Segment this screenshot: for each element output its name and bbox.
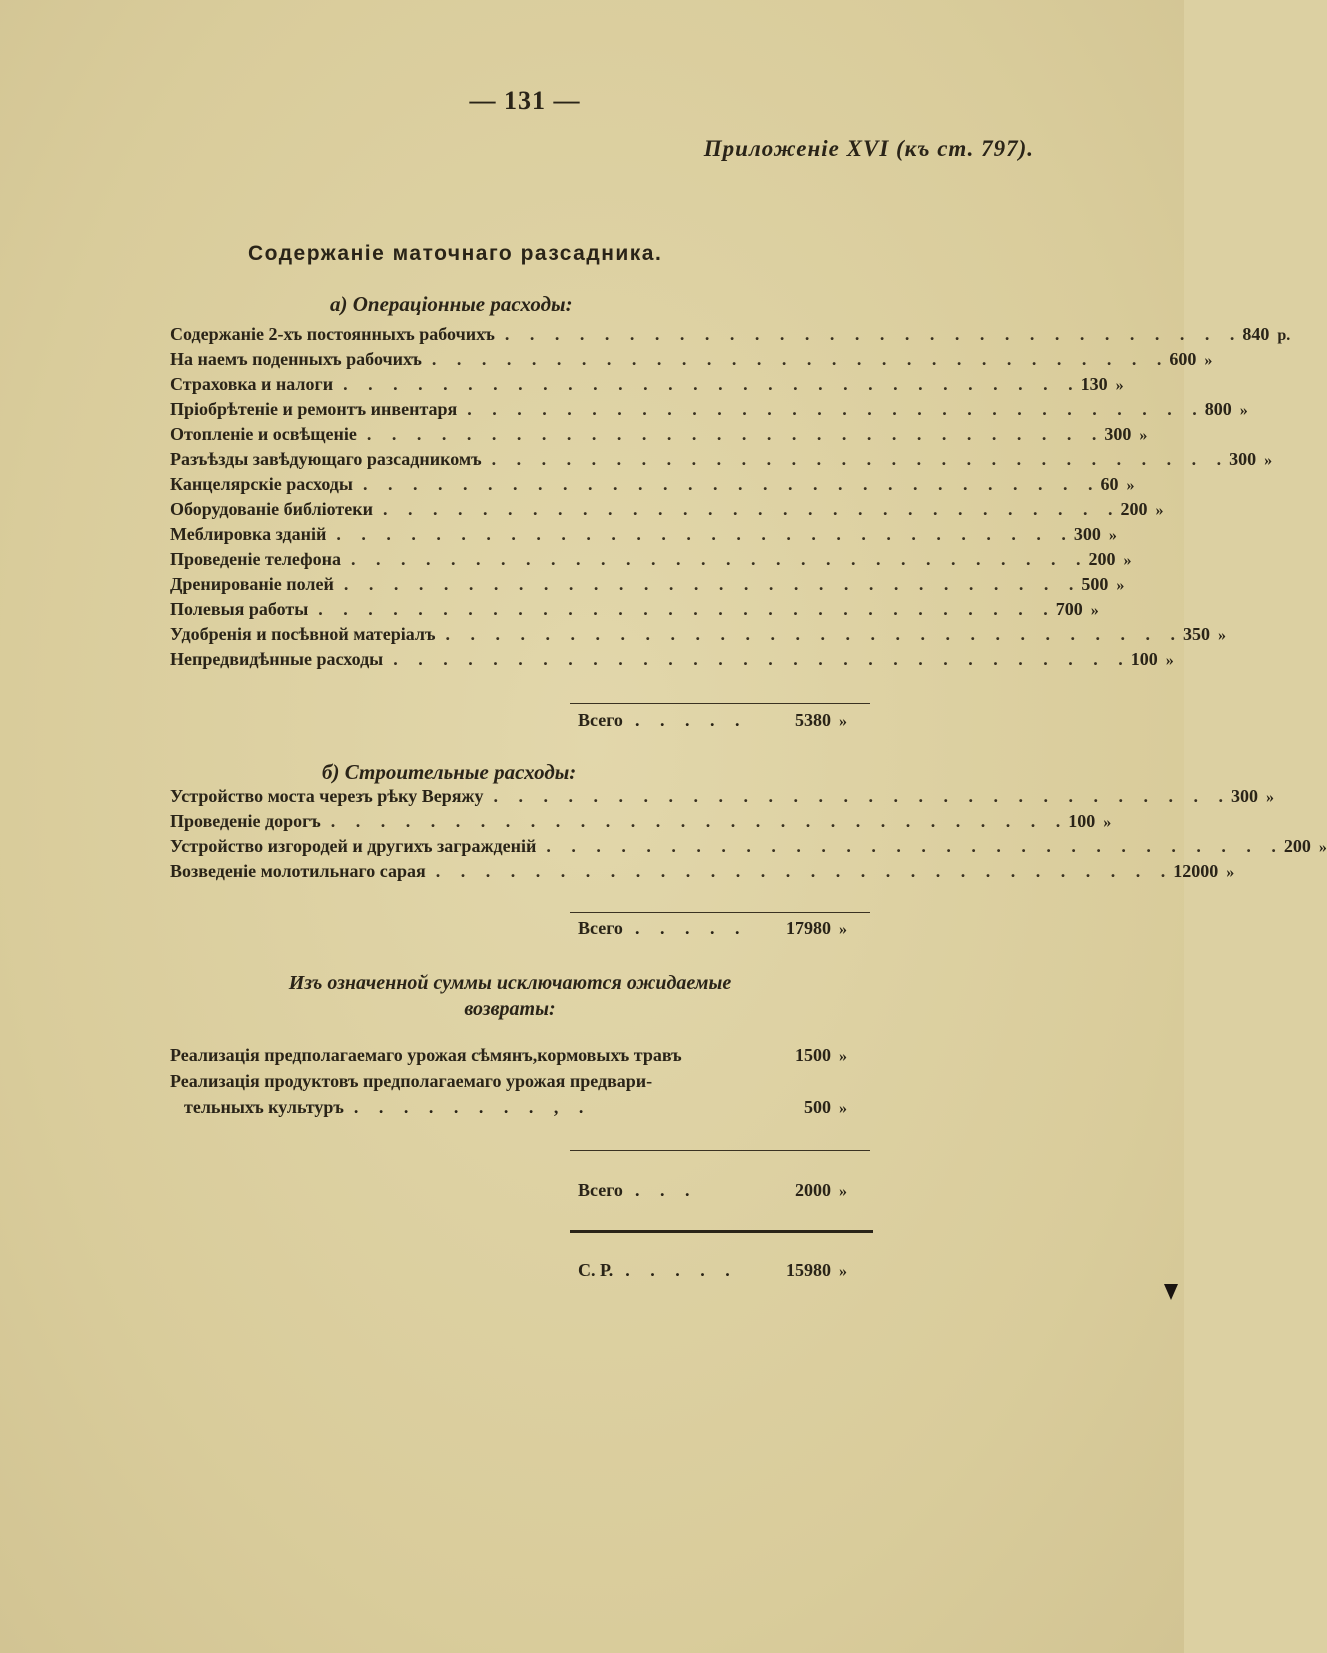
expense-row — [170, 374, 1124, 400]
expense-row — [170, 449, 1273, 475]
expense-amount: 200 — [1088, 549, 1116, 569]
returns-item-unit: » — [839, 1048, 847, 1065]
total-unit: » — [839, 921, 847, 938]
dot-leader: . . . . . . . . . . . . . . . . . . . . . . . . . . . . . . — [546, 836, 1284, 856]
returns-total-row — [578, 1180, 865, 1206]
expense-label: Устройство изгородей и другихъ загражденій — [170, 836, 537, 856]
expense-amount: 130 — [1080, 374, 1108, 394]
expense-row — [170, 574, 1125, 600]
dot-leader: . . . . . . . . . . . . . . . . . . . . . . . . . . . . . . — [318, 599, 1056, 619]
expense-unit: » — [1116, 577, 1125, 594]
grand-total-label: С. Р. — [578, 1260, 614, 1280]
expense-label: Дренированіе полей — [170, 574, 334, 594]
grand-total-unit: » — [839, 1263, 847, 1280]
dot-leader: . . . . . . . . . . . . . . . . . . . . . . . . . . . . . . — [343, 374, 1081, 394]
expense-row — [170, 624, 1226, 650]
expense-unit: » — [1126, 477, 1135, 494]
expense-label: Возведеніе молотильнаго сарая — [170, 861, 426, 881]
page-number: — 131 — — [469, 86, 581, 115]
expense-row — [170, 324, 1291, 350]
expense-unit: » — [1090, 602, 1099, 619]
expense-unit: » — [1266, 789, 1274, 806]
expense-row — [170, 599, 1099, 625]
expense-label: Оборудованіе библіотеки — [170, 499, 374, 519]
expense-label: Содержаніе 2-хъ постоянныхъ рабочихъ — [170, 324, 495, 344]
grand-total-amount: 15980 — [786, 1260, 831, 1280]
total-label: Всего — [578, 1180, 623, 1200]
expense-amount: 840 — [1242, 324, 1270, 344]
expense-row — [170, 399, 1248, 425]
expense-row — [170, 474, 1135, 500]
dot-leader: . . . . . . . . . . . . . . . . . . . . . . . . . . . . . . — [330, 811, 1069, 831]
expense-amount: 100 — [1068, 811, 1096, 831]
expense-amount: 60 — [1100, 474, 1119, 494]
expense-label: Непредвидѣнные расходы — [170, 649, 384, 669]
expense-amount: 300 — [1073, 524, 1101, 544]
returns-note-line1: Изъ означенной суммы исключаются ожидаемые — [288, 972, 732, 994]
expense-label: Меблировка зданій — [170, 524, 327, 544]
dot-leader: . . . . . — [634, 918, 748, 938]
expense-unit: » — [1123, 552, 1132, 569]
dot-leader: . . . — [634, 1180, 698, 1200]
dot-leader: . . . . . — [625, 1260, 738, 1280]
expense-row — [170, 649, 1174, 675]
operational-total-row — [578, 710, 865, 736]
construction-total-rule — [570, 912, 870, 913]
expense-amount: 200 — [1120, 499, 1148, 519]
expense-label: Проведеніе дорогъ — [170, 811, 321, 831]
grand-total-row — [578, 1260, 865, 1286]
dot-leader: . . . . . . . . . . . . . . . . . . . . . . . . . . . . . . — [467, 399, 1205, 419]
operational-heading: а) Операціонные расходы: — [330, 292, 573, 316]
returns-item-amount: 1500 — [795, 1045, 831, 1065]
expense-label: На наемъ поденныхъ рабочихъ — [170, 349, 422, 369]
expense-unit: » — [1155, 502, 1164, 519]
dot-leader: . . . . . . . . . . . . . . . . . . . . . . . . . . . . . . — [493, 786, 1231, 806]
dot-leader: . . . . . . . . . . . . . . . . . . . . . . . . . . . . . . — [435, 861, 1174, 881]
expense-label: Разъѣзды завѣдующаго разсадникомъ — [170, 449, 482, 469]
expense-label: Страховка и налоги — [170, 374, 334, 394]
total-amount: 2000 — [795, 1180, 831, 1200]
dot-leader: . . . . . . . . . . . . . . . . . . . . . . . . . . . . . . — [362, 474, 1101, 494]
expense-row — [170, 499, 1164, 525]
returns-item-label-line1: Реализація продуктовъ предполагаемаго урожая предвари- — [170, 1071, 653, 1091]
expense-row — [170, 549, 1132, 575]
dot-leader: . . . . . . . . . . . . . . . . . . . . . . . . . . . . . . — [491, 449, 1230, 469]
total-label: Всего — [578, 710, 623, 730]
construction-heading: б) Строительные расходы: — [322, 760, 577, 784]
expense-unit: » — [1226, 864, 1235, 881]
expense-label: Устройство моста черезъ рѣку Веряжу — [170, 786, 484, 806]
expense-unit: » — [1217, 627, 1226, 644]
construction-total-row — [578, 918, 865, 944]
returns-item-unit: » — [839, 1100, 847, 1117]
expense-amount: 700 — [1055, 599, 1083, 619]
total-unit: » — [839, 713, 847, 730]
document-title: Содержаніе маточнаго разсадника. — [248, 242, 663, 265]
returns-item-2 — [170, 1068, 865, 1120]
expense-unit: » — [1108, 527, 1117, 544]
expense-label: Канцелярскіе расходы — [170, 474, 353, 494]
expense-row — [170, 836, 1327, 862]
expense-label: Полевыя работы — [170, 599, 309, 619]
grand-total-rule — [570, 1230, 873, 1233]
expense-amount: 300 — [1231, 786, 1258, 806]
expense-amount: 600 — [1169, 349, 1197, 369]
dot-leader: . . . . . — [634, 710, 748, 730]
returns-item-1 — [170, 1042, 865, 1068]
expense-unit: » — [1264, 452, 1273, 469]
dot-leader: . . . . . . . . . . . . . . . . . . . . . . . . . . . . . . — [431, 349, 1170, 369]
expense-unit: » — [1115, 377, 1124, 394]
dot-leader: . . . . . . . . . . . . . . . . . . . . . . . . . . . . . . — [366, 424, 1105, 444]
appendix-reference: Приложеніе XVI (къ ст. 797). — [703, 136, 1034, 161]
expense-unit: » — [1204, 352, 1213, 369]
dot-leader: . . . . . . . . . . . . . . . . . . . . . . . . . . . . . . — [393, 649, 1131, 669]
expense-row — [170, 786, 1274, 812]
expense-label: Удобренія и посѣвной матеріалъ — [170, 624, 436, 644]
dot-leader: . . . . . . . . . . . . . . . . . . . . . . . . . . . . . . — [445, 624, 1183, 644]
dot-leader: . . . . . . . . . . . . . . . . . . . . . . . . . . . . . . — [504, 324, 1243, 344]
expense-amount: 300 — [1104, 424, 1132, 444]
expense-amount: 100 — [1130, 649, 1158, 669]
returns-total-rule — [570, 1150, 870, 1151]
expense-unit: » — [1103, 814, 1112, 831]
margin-mark-icon — [1164, 1284, 1178, 1300]
expense-unit: р. — [1277, 327, 1291, 344]
returns-item-label-line2: тельныхъ культуръ — [184, 1097, 344, 1117]
expense-amount: 500 — [1081, 574, 1109, 594]
expense-amount: 800 — [1204, 399, 1232, 419]
expense-amount: 300 — [1229, 449, 1257, 469]
expense-unit: » — [1139, 427, 1148, 444]
expense-row — [170, 811, 1112, 837]
expense-unit: » — [1165, 652, 1174, 669]
operational-total-rule — [570, 703, 870, 704]
dot-leader: . . . . . . . . , . — [353, 1097, 592, 1117]
expense-row — [170, 861, 1235, 887]
returns-item-amount: 500 — [804, 1097, 831, 1117]
dot-leader: . . . . . . . . . . . . . . . . . . . . . . . . . . . . . . — [336, 524, 1074, 544]
total-label: Всего — [578, 918, 623, 938]
expense-amount: 350 — [1182, 624, 1210, 644]
dot-leader: . . . . . . . . . . . . . . . . . . . . . . . . . . . . . . — [383, 499, 1121, 519]
total-amount: 5380 — [795, 710, 831, 730]
total-unit: » — [839, 1183, 847, 1200]
expense-row — [170, 424, 1148, 450]
total-amount: 17980 — [786, 918, 831, 938]
expense-amount: 200 — [1283, 836, 1311, 856]
dot-leader: . . . . . . . . . . . . . . . . . . . . . . . . . . . . . . — [343, 574, 1082, 594]
expense-unit: » — [1318, 839, 1327, 856]
expense-unit: » — [1239, 402, 1248, 419]
returns-item-label: Реализація предполагаемаго урожая сѣмянъ,кормовыхъ травъ — [170, 1045, 682, 1065]
expense-label: Пріобрѣтеніе и ремонтъ инвентаря — [170, 399, 458, 419]
dot-leader: . . . . . . . . . . . . . . . . . . . . . . . . . . . . . . — [350, 549, 1089, 569]
expense-row — [170, 349, 1213, 375]
expense-row — [170, 524, 1117, 550]
expense-amount: 12000 — [1173, 861, 1219, 881]
returns-note-line2: возвраты: — [464, 998, 556, 1020]
expense-label: Проведеніе телефона — [170, 549, 341, 569]
expense-label: Отопленіе и освѣщеніе — [170, 424, 357, 444]
returns-note — [150, 970, 870, 1022]
